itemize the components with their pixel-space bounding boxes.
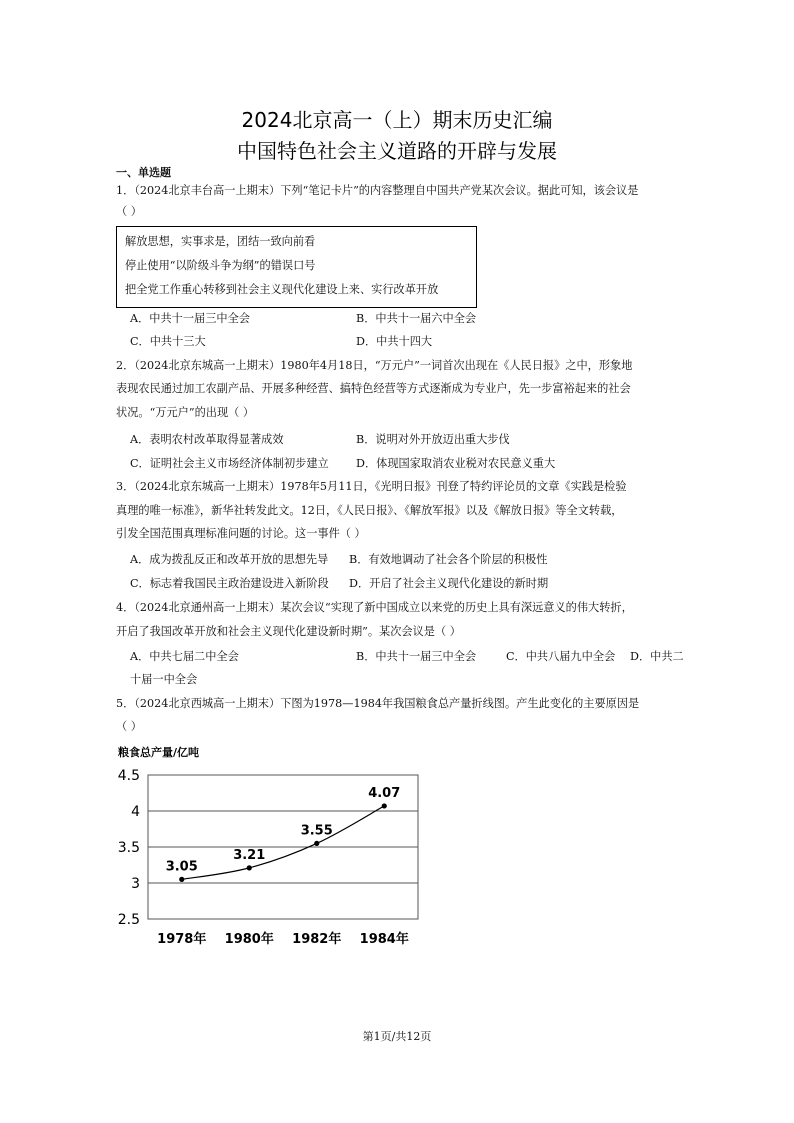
chart-data-point [179, 877, 184, 882]
grain-output-line-chart [110, 740, 430, 955]
q3-stem-line1: 3．（2024北京东城高一上期末）1978年5月11日，《光明日报》刊登了特约评论员的文章《实践是检验 [116, 480, 627, 493]
q2-stem-line1: 2．（2024北京东城高一上期末）1980年4月18日，“万元户”一词首次出现在《人民日报》之中，形象地 [116, 359, 633, 372]
chart-y-ticks [118, 768, 140, 928]
q3-stem-line3: 引发全国范围真理标准问题的讨论。这一事件（ ） [116, 527, 366, 540]
q1-option-c: C．中共十三大 [130, 335, 206, 348]
q1-option-d: D．中共十四大 [356, 335, 433, 348]
chart-data-labels [166, 786, 401, 874]
chart-data-label: 3.21 [233, 847, 266, 863]
q3-option-b: B．有效地调动了社会各个阶层的积极性 [349, 553, 548, 566]
document-title-line2: 中国特色社会主义道路的开辟与发展 [237, 139, 557, 163]
q4-option-c: C．中共八届九中全会 [506, 650, 616, 663]
chart-data-point [382, 803, 387, 808]
q4-stem-line2: 开启了我国改革开放和社会主义现代化建设新时期”。某次会议是（ ） [116, 625, 461, 638]
q3-option-a: A．成为拨乱反正和改革开放的思想先导 [130, 553, 329, 566]
chart-x-tick-label: 1978年 [157, 932, 207, 947]
chart-x-tick-label: 1982年 [292, 932, 342, 947]
chart-y-tick-label: 3 [131, 876, 140, 892]
q4-option-b: B．中共十一届三中全会 [356, 650, 477, 663]
q2-option-b: B．说明对外开放迈出重大步伐 [356, 433, 510, 446]
chart-data-label: 3.05 [165, 859, 198, 875]
q2-option-c: C．证明社会主义市场经济体制初步建立 [130, 457, 329, 470]
chart-x-tick-label: 1980年 [224, 932, 274, 947]
chart-y-tick-label: 2.5 [117, 912, 140, 928]
chart-data-point [247, 865, 252, 870]
chart-data-point [314, 841, 319, 846]
document-title-line1: 2024北京高一（上）期末历史汇编 [241, 108, 553, 132]
q3-option-c: C．标志着我国民主政治建设进入新阶段 [130, 577, 329, 590]
chart-y-tick-label: 4.5 [117, 768, 140, 784]
q1-stem-line1: 1．（2024北京丰台高一上期末）下列“笔记卡片”的内容整理自中国共产党某次会议。据此可知，该会议是 [116, 184, 639, 197]
note-card-line: 停止使用“以阶级斗争为纲”的错误口号 [125, 259, 316, 272]
q3-option-d: D．开启了社会主义现代化建设的新时期 [349, 577, 549, 590]
q2-stem-line2: 表现农民通过加工农副产品、开展多种经营、搞特色经营等方式逐渐成为专业户，先一步富裕起来的社会 [116, 382, 631, 395]
chart-points [179, 803, 387, 882]
chart-x-tick-label: 1984年 [359, 932, 409, 947]
note-card [116, 226, 477, 308]
q4-option-d-continued: 十届一中全会 [130, 673, 198, 686]
chart-data-label: 3.55 [300, 823, 333, 839]
q4-option-a: A．中共七届二中全会 [130, 650, 239, 663]
q3-stem-line2: 真理的唯一标准》，新华社转发此文。12日，《人民日报》、《解放军报》以及《解放日报》等全文转载， [116, 504, 623, 517]
q5-stem-line1: 5．（2024北京西城高一上期末）下图为1978—1984年我国粮食总产量折线图。产生此变化的主要原因是 [116, 697, 640, 710]
note-card-line: 把全党工作重心转移到社会主义现代化建设上来、实行改革开放 [125, 283, 439, 296]
chart-y-tick-label: 3.5 [117, 840, 140, 856]
chart-y-tick-label: 4 [131, 804, 140, 820]
q1-stem-line2: （ ） [116, 205, 142, 218]
chart-x-ticks [157, 931, 409, 947]
q1-option-a: A．中共十一届三中全会 [130, 312, 250, 325]
q2-option-d: D．体现国家取消农业税对农民意义重大 [356, 457, 556, 470]
q1-option-b: B．中共十一届六中全会 [356, 312, 477, 325]
q2-stem-line3: 状况。“万元户”的出现（ ） [116, 406, 255, 419]
chart-y-axis-label: 粮食总产量/亿吨 [118, 746, 200, 759]
chart-series-line [182, 806, 385, 879]
page-footer: 第1页/共12页 [362, 1030, 432, 1043]
section-heading: 一、单选题 [116, 166, 171, 179]
chart-data-label: 4.07 [368, 785, 401, 801]
q4-stem-line1: 4．（2024北京通州高一上期末）某次会议“实现了新中国成立以来党的历史上具有深远意义的伟大转折， [116, 601, 633, 614]
note-card-line: 解放思想，实事求是，团结一致向前看 [125, 235, 316, 248]
q2-option-a: A．表明农村改革取得显著成效 [130, 433, 284, 446]
q5-stem-line2: （ ） [116, 720, 142, 733]
q4-option-d: D．中共二 [630, 650, 684, 663]
